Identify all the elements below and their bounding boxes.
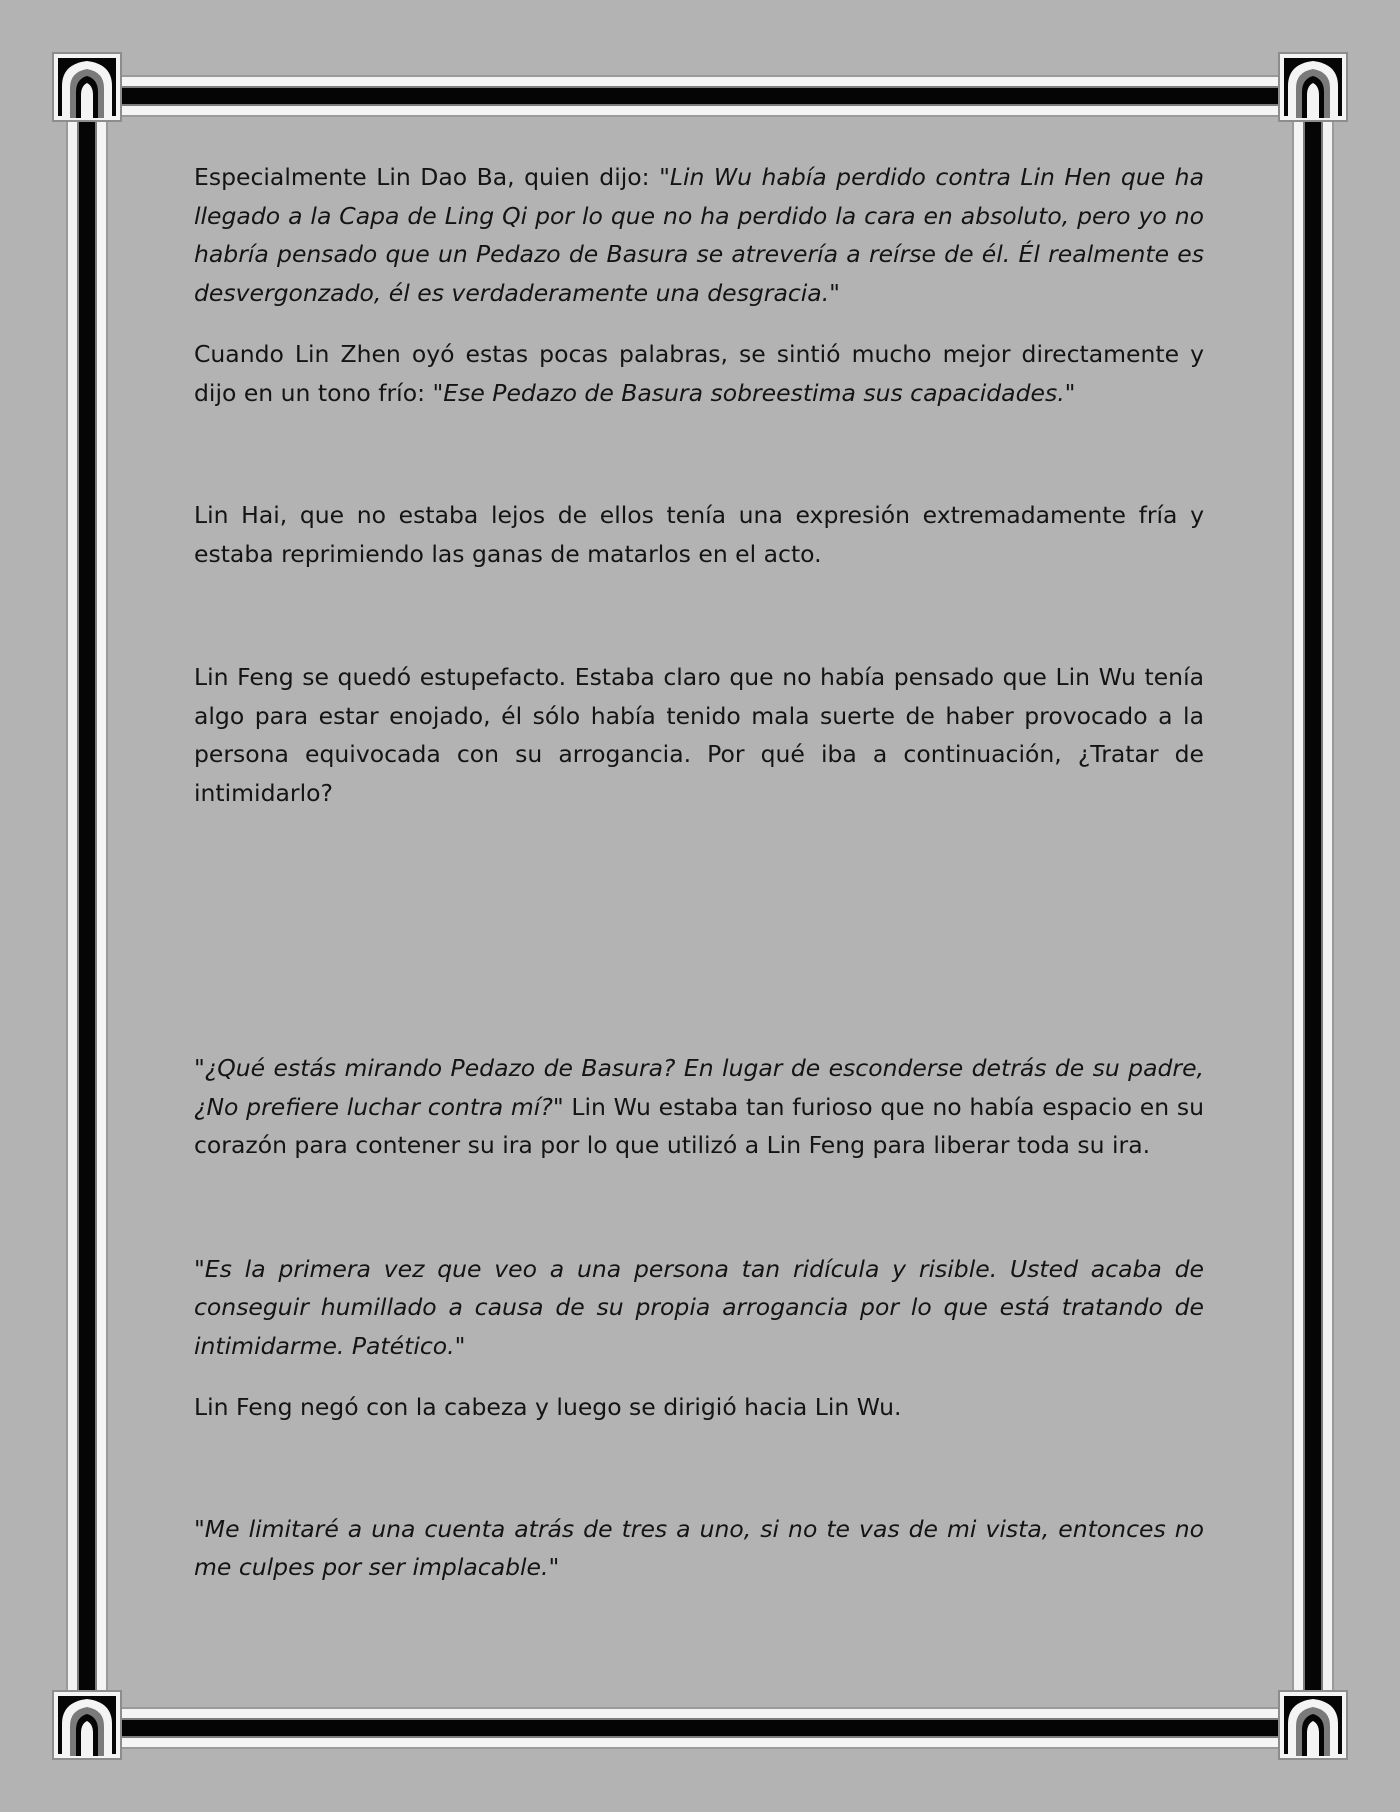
paragraph-8 [194, 1510, 1204, 1587]
paragraph-1 [194, 158, 1204, 312]
paragraph-2-quote: "Ese Pedazo de Basura sobreestima sus capacidades." [432, 378, 1076, 407]
frame-right-border [1292, 118, 1334, 1694]
paragraph-3-plain: Lin Hai, que no estaba lejos de ellos tenía una expresión extremadamente fría y estaba reprimiendo las ganas de matarlos en el acto. [194, 501, 1204, 568]
frame-bottom-border [118, 1707, 1282, 1749]
paragraph-6-quote: "Es la primera vez que veo a una persona tan ridícula y risible. Usted acaba de conseguir humillado a causa de su propia arrogancia por lo que está tratando de intimidarme. Patético." [194, 1254, 1204, 1360]
corner-ornament-bottom-left-icon [52, 1690, 122, 1760]
corner-ornament-bottom-right-icon [1278, 1690, 1348, 1760]
paragraph-2 [194, 335, 1204, 412]
paragraph-1-plain: Especialmente Lin Dao Ba, quien dijo: [194, 163, 660, 191]
paragraph-5 [194, 1049, 1204, 1165]
paragraph-5-plain: Lin Wu estaba tan furioso que no había espacio en su corazón para contener su ira por lo que utilizó a Lin Feng para liberar toda su ira. [194, 1092, 1204, 1159]
paragraph-5-quote: "¿Qué estás mirando Pedazo de Basura? En lugar de esconderse detrás de su padre, ¿No prefiere luchar contra mí?" [194, 1054, 1204, 1121]
frame-left-border [66, 118, 108, 1694]
paragraph-6 [194, 1250, 1204, 1366]
paragraph-3 [194, 496, 1204, 573]
corner-ornament-top-left-icon [52, 52, 122, 122]
corner-ornament-top-right-icon [1278, 52, 1348, 122]
paragraph-2-plain: Cuando Lin Zhen oyó estas pocas palabras, se sintió mucho mejor directamente y dijo en un tono frío: [194, 340, 1204, 407]
frame-top-border [118, 75, 1282, 117]
paragraph-4-plain: Lin Feng se quedó estupefacto. Estaba claro que no había pensado que Lin Wu tenía algo para estar enojado, él sólo había tenido mala suerte de haber provocado a la persona equivocada con su arrogancia. Por qué iba a continuación, ¿Tratar de intimidarlo? [194, 663, 1204, 807]
paragraph-1-quote: "Lin Wu había perdido contra Lin Hen que ha llegado a la Capa de Ling Qi por lo que no ha perdido la cara en absoluto, pero yo no habría pensado que un Pedazo de Basura se atrevería a reírse de él. Él realmente es desvergonzado, él es verdaderamente una desgracia." [194, 163, 1204, 307]
paragraph-7 [194, 1388, 1204, 1427]
paragraph-4 [194, 658, 1204, 812]
paragraph-7-plain: Lin Feng negó con la cabeza y luego se dirigió hacia Lin Wu. [194, 1393, 902, 1421]
document-body [194, 158, 1204, 1587]
paragraph-8-quote: "Me limitaré a una cuenta atrás de tres a uno, si no te vas de mi vista, entonces no me culpes por ser implacable." [194, 1514, 1204, 1581]
